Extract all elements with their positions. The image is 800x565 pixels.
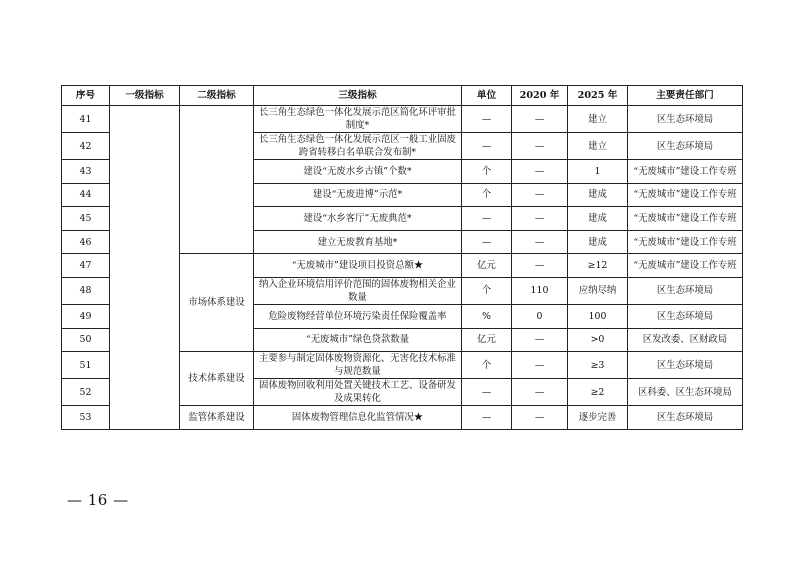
table-body — [62, 106, 743, 430]
cell-index: 47 — [62, 254, 110, 278]
cell-level3: 长三角生态绿色一体化发展示范区一般工业固废跨省转移白名单联合发布制* — [254, 133, 462, 160]
header-2025: 2025 年 — [568, 86, 628, 106]
cell-unit: — — [462, 207, 512, 231]
table-row — [62, 106, 743, 133]
cell-index: 49 — [62, 304, 110, 328]
cell-unit: 亿元 — [462, 254, 512, 278]
cell-2025: ≥2 — [568, 379, 628, 406]
cell-level3: 建设“水乡客厅”无废典范* — [254, 207, 462, 231]
cell-2025: 逐步完善 — [568, 406, 628, 430]
cell-2020: — — [512, 183, 568, 207]
cell-level3: 长三角生态绿色一体化发展示范区简化环评审批制度* — [254, 106, 462, 133]
cell-2020: — — [512, 160, 568, 184]
cell-unit: — — [462, 230, 512, 254]
cell-department: 区生态环境局 — [628, 133, 743, 160]
cell-2025: 100 — [568, 304, 628, 328]
cell-level3: 固体废物管理信息化监管情况★ — [254, 406, 462, 430]
header-department: 主要责任部门 — [628, 86, 743, 106]
cell-2020: 110 — [512, 277, 568, 304]
cell-department: “无废城市”建设工作专班 — [628, 207, 743, 231]
cell-unit: 个 — [462, 277, 512, 304]
cell-2020: — — [512, 328, 568, 352]
cell-index: 48 — [62, 277, 110, 304]
cell-2025: 应纳尽纳 — [568, 277, 628, 304]
cell-2025: ≥12 — [568, 254, 628, 278]
cell-department: 区生态环境局 — [628, 304, 743, 328]
cell-unit: — — [462, 106, 512, 133]
cell-unit: 个 — [462, 183, 512, 207]
cell-2020: 0 — [512, 304, 568, 328]
cell-index: 43 — [62, 160, 110, 184]
cell-level1 — [110, 106, 180, 430]
cell-index: 44 — [62, 183, 110, 207]
cell-department: “无废城市”建设工作专班 — [628, 254, 743, 278]
cell-2025: >0 — [568, 328, 628, 352]
cell-department: 区发改委、区财政局 — [628, 328, 743, 352]
cell-level3: 危险废物经营单位环境污染责任保险覆盖率 — [254, 304, 462, 328]
header-2020: 2020 年 — [512, 86, 568, 106]
cell-2025: 建成 — [568, 230, 628, 254]
header-level2: 二级指标 — [180, 86, 254, 106]
cell-level3: 主要参与制定固体废物资源化、无害化技术标准与规范数量 — [254, 352, 462, 379]
cell-department: 区生态环境局 — [628, 277, 743, 304]
cell-index: 50 — [62, 328, 110, 352]
cell-level3: 固体废物回收利用处置关键技术工艺、设备研发及成果转化 — [254, 379, 462, 406]
cell-index: 53 — [62, 406, 110, 430]
cell-unit: 个 — [462, 352, 512, 379]
cell-unit: 亿元 — [462, 328, 512, 352]
cell-level3: 建设“无废水乡古镇”个数* — [254, 160, 462, 184]
cell-level2 — [180, 106, 254, 254]
cell-2020: — — [512, 379, 568, 406]
cell-2025: 建立 — [568, 133, 628, 160]
cell-department: 区生态环境局 — [628, 352, 743, 379]
cell-department: “无废城市”建设工作专班 — [628, 160, 743, 184]
cell-2020: — — [512, 133, 568, 160]
cell-index: 46 — [62, 230, 110, 254]
cell-department: “无废城市”建设工作专班 — [628, 183, 743, 207]
cell-level2: 监管体系建设 — [180, 406, 254, 430]
cell-unit: — — [462, 379, 512, 406]
cell-level3: 建设“无废进博”示范* — [254, 183, 462, 207]
cell-index: 41 — [62, 106, 110, 133]
indicator-table — [61, 85, 743, 430]
cell-level2: 市场体系建设 — [180, 254, 254, 352]
cell-index: 52 — [62, 379, 110, 406]
cell-department: “无废城市”建设工作专班 — [628, 230, 743, 254]
cell-2025: ≥3 — [568, 352, 628, 379]
cell-unit: — — [462, 406, 512, 430]
page-number: — 16 — — [67, 491, 129, 509]
cell-2025: 建成 — [568, 207, 628, 231]
cell-2020: — — [512, 406, 568, 430]
cell-2025: 1 — [568, 160, 628, 184]
cell-index: 42 — [62, 133, 110, 160]
header-index: 序号 — [62, 86, 110, 106]
cell-department: 区科委、区生态环境局 — [628, 379, 743, 406]
cell-level3: 纳入企业环境信用评价范围的固体废物相关企业数量 — [254, 277, 462, 304]
cell-department: 区生态环境局 — [628, 106, 743, 133]
cell-2020: — — [512, 230, 568, 254]
cell-2020: — — [512, 254, 568, 278]
cell-2020: — — [512, 352, 568, 379]
cell-index: 45 — [62, 207, 110, 231]
cell-department: 区生态环境局 — [628, 406, 743, 430]
cell-level3: 建立无废教育基地* — [254, 230, 462, 254]
cell-level3: “无废城市”绿色贷款数量 — [254, 328, 462, 352]
table-header-row — [62, 86, 743, 106]
cell-index: 51 — [62, 352, 110, 379]
cell-2025: 建成 — [568, 183, 628, 207]
cell-2020: — — [512, 106, 568, 133]
cell-unit: 个 — [462, 160, 512, 184]
cell-unit: — — [462, 133, 512, 160]
cell-level3: “无废城市”建设项目投资总额★ — [254, 254, 462, 278]
header-level1: 一级指标 — [110, 86, 180, 106]
cell-level2: 技术体系建设 — [180, 352, 254, 406]
header-level3: 三级指标 — [254, 86, 462, 106]
cell-2020: — — [512, 207, 568, 231]
cell-2025: 建立 — [568, 106, 628, 133]
header-unit: 单位 — [462, 86, 512, 106]
cell-unit: % — [462, 304, 512, 328]
